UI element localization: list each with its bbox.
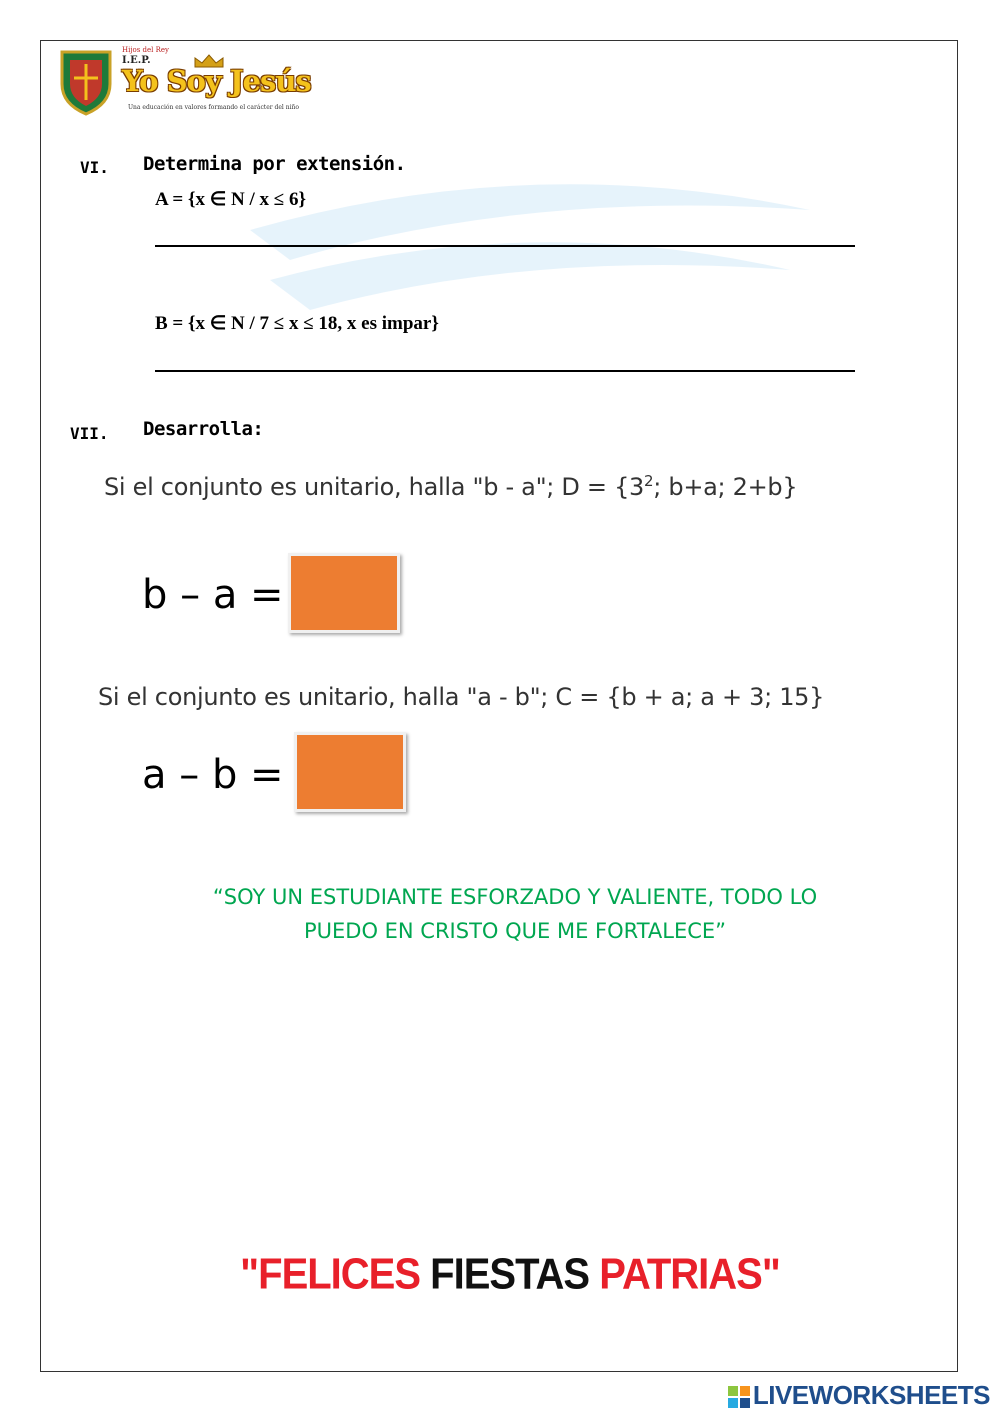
logo-school-name: Yo Soy Jesús [122, 64, 311, 98]
liveworksheets-logo-icon [728, 1386, 750, 1408]
fiestas-patrias-banner [150, 1250, 870, 1300]
problem-1-text: Si el conjunto es unitario, halla "b - a"; D = {3 [104, 473, 645, 501]
expression-a-minus-b: a – b = [142, 752, 284, 798]
set-a-answer-line[interactable] [155, 245, 855, 247]
school-shield-icon [58, 46, 114, 116]
banner-word-fiestas: FIESTAS [430, 1249, 590, 1299]
set-b-answer-line[interactable] [155, 370, 855, 372]
set-b-definition: B = {x ∈ N / 7 ≤ x ≤ 18, x es impar} [155, 313, 439, 334]
motivational-quote [120, 880, 910, 948]
set-a-definition: A = {x ∈ N / x ≤ 6} [155, 189, 306, 210]
answer-box-b-minus-a[interactable] [288, 553, 400, 633]
liveworksheets-brand[interactable] [728, 1380, 990, 1411]
banner-word-felices: "FELICES [240, 1249, 421, 1299]
answer-box-a-minus-b[interactable] [294, 732, 406, 812]
section-6-number: VI. [80, 158, 109, 177]
problem-1-text-end: ; b+a; 2+b} [653, 473, 798, 501]
quote-line-1: “SOY UN ESTUDIANTE ESFORZADO Y VALIENTE, TODO LO [212, 885, 818, 909]
logo-iep-text: I.E.P. [122, 55, 151, 66]
problem-1-exponent: 2 [644, 472, 654, 490]
problem-1-statement [104, 472, 797, 501]
logo-slogan: Una educación en valores formando el carácter del niño [128, 104, 300, 111]
section-7-title: Desarrolla: [143, 418, 264, 440]
expression-b-minus-a: b – a = [142, 572, 284, 618]
section-7-number: VII. [70, 424, 109, 443]
section-6-title: Determina por extensión. [143, 153, 406, 175]
banner-word-patrias: PATRIAS" [599, 1249, 780, 1299]
school-logo [58, 46, 318, 118]
liveworksheets-brand-text: LIVEWORKSHEETS [752, 1380, 990, 1410]
problem-2-statement: Si el conjunto es unitario, halla "a - b"; C = {b + a; a + 3; 15} [98, 683, 825, 711]
logo-top-text: Hijos del Rey [122, 46, 170, 54]
quote-line-2: PUEDO EN CRISTO QUE ME FORTALECE” [303, 919, 727, 943]
